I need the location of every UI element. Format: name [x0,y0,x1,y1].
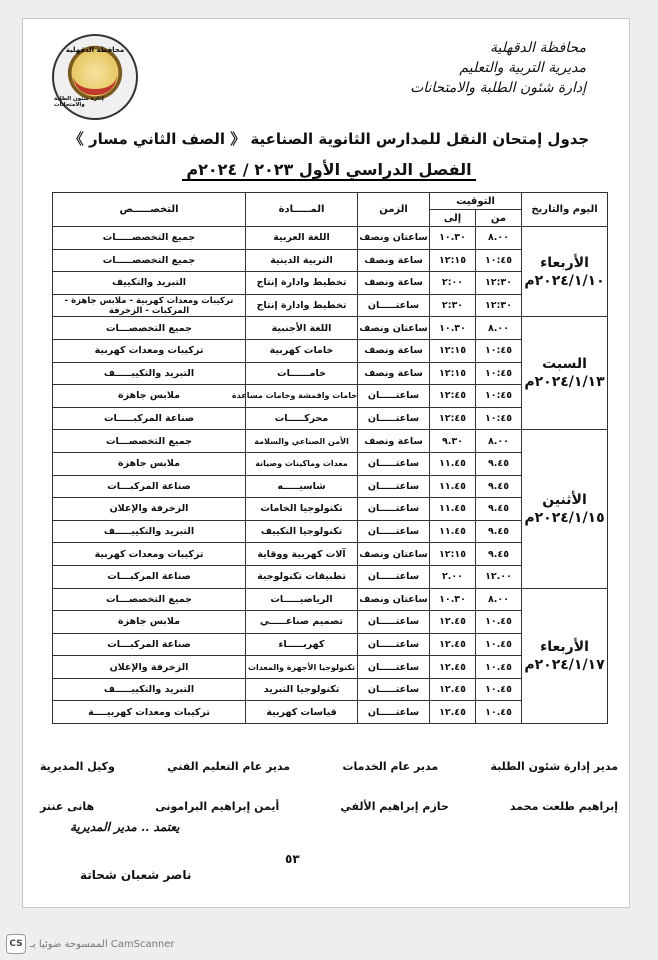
time-from-cell: ٨.٠٠ [476,588,522,611]
org-line: مديرية التربية والتعليم [459,60,586,76]
time-to-cell: ١٢:٤٥ [430,385,476,408]
signature-name: هانى عنتر [40,800,95,813]
specialty-cell: ملابس جاهزة [53,452,246,475]
table-row [53,430,608,453]
specialty-cell: الزخرفة والإعلان [53,656,246,679]
duration-cell: ساعة ونصف [358,272,430,295]
signature-title: وكيل المديرية [40,760,115,773]
table-row [53,588,608,611]
time-from-cell: ١٢:٣٠ [476,272,522,295]
day-date-cell [522,317,608,430]
time-from-cell: ١٠:٤٥ [476,407,522,430]
duration-cell: ساعتـــــان [358,452,430,475]
camscanner-caption: الممسوحة ضوئيا بـ CamScanner [30,938,175,950]
day-date: ٢٠٢٤/١/١٣م [524,374,605,391]
camscanner-watermark [6,934,175,954]
header-to: إلى [430,210,476,227]
page-number: ٥٣ [285,852,300,866]
time-from-cell: ١٠.٤٥ [476,701,522,724]
subject-cell: خامــــــات [246,362,358,385]
subtitle-text: الفصل الدراسي الأول ٢٠٢٣ / ٢٠٢٤م [182,160,475,181]
specialty-cell: الزخرفة والإعلان [53,498,246,521]
organization-header [366,38,586,98]
subject-cell: تكنولوجيا الخامات [246,498,358,521]
time-from-cell: ٨.٠٠ [476,317,522,340]
subject-cell: اللغة العربية [246,227,358,250]
time-from-cell: ٩.٤٥ [476,498,522,521]
subject-cell: آلات كهربية ووقاية [246,543,358,566]
duration-cell: ساعتـــــان [358,520,430,543]
time-to-cell: ١٢.٤٥ [430,611,476,634]
time-to-cell: ١٢.٤٥ [430,656,476,679]
logo-emblem-icon [73,59,117,95]
org-line: إدارة شئون الطلبة والامتحانات [410,80,586,96]
day-date: ٢٠٢٤/١/١٧م [524,656,605,673]
time-from-cell: ٩.٤٥ [476,475,522,498]
document-subtitle [180,160,478,179]
duration-cell: ساعة ونصف [358,339,430,362]
duration-cell: ساعتـــــان [358,385,430,408]
day-date-cell [522,588,608,724]
duration-cell: ساعتـــــان [358,611,430,634]
duration-cell: ساعتـــــان [358,475,430,498]
signature-title: مدير إدارة شئون الطلبة [490,760,618,773]
time-from-cell: ١٠.٤٥ [476,633,522,656]
time-to-cell: ١٠.٣٠ [430,588,476,611]
specialty-cell: صناعة المركبـــات [53,475,246,498]
duration-cell: ساعة ونصف [358,362,430,385]
subject-cell: الأمن الصناعي والسلامة [246,430,358,453]
time-to-cell: ١٢:١٥ [430,339,476,362]
specialty-cell: جميع التخصصـــات [53,430,246,453]
duration-cell: ساعتـــــان [358,633,430,656]
duration-cell: ساعتان ونصف [358,317,430,340]
signature-title: مدير عام التعليم الفني [167,760,291,773]
specialty-cell: صناعة المركبـــات [53,565,246,588]
signature-name: أيمن إبراهيم البرامونى [155,800,280,813]
header-timing: التوقيت [430,193,522,210]
subject-cell: كهربـــــاء [246,633,358,656]
duration-cell: ساعتـــــان [358,498,430,521]
time-from-cell: ١٠:٤٥ [476,385,522,408]
subject-cell: خامات واقمشة وخامات مساعدة [246,385,358,408]
header-subject: المـــــادة [246,193,358,227]
subject-cell: شاسيـــــه [246,475,358,498]
subject-cell: قياسات كهربية [246,701,358,724]
subject-cell: الرياضيـــــات [246,588,358,611]
time-from-cell: ١٢:٣٠ [476,294,522,317]
time-from-cell: ٩.٤٥ [476,520,522,543]
time-from-cell: ٨.٠٠ [476,227,522,250]
day-name: الأربعاء [540,254,589,271]
day-date: ٢٠٢٤/١/١٠م [524,272,605,289]
subject-cell: التربية الدينية [246,249,358,272]
duration-cell: ساعتـــــان [358,294,430,317]
time-to-cell: ١١.٤٥ [430,475,476,498]
time-from-cell: ٨.٠٠ [476,430,522,453]
specialty-cell: ملابس جاهزة [53,385,246,408]
camscanner-icon: CS [6,934,26,954]
time-from-cell: ١٠.٤٥ [476,611,522,634]
duration-cell: ساعتان ونصف [358,588,430,611]
signature-name: حازم إبراهيم الألفي [340,800,449,813]
exam-schedule-table [52,192,608,724]
time-to-cell: ١١.٤٥ [430,452,476,475]
time-to-cell: ١٢:١٥ [430,249,476,272]
specialty-cell: جميع التخصصـــــات [53,249,246,272]
duration-cell: ساعتـــــان [358,407,430,430]
table-row [53,227,608,250]
time-to-cell: ١٠.٣٠ [430,317,476,340]
signature-title: مدير عام الخدمات [342,760,439,773]
time-to-cell: ١٢:٤٥ [430,407,476,430]
approval-line: يعتمد .. مدير المديرية [70,820,180,834]
specialty-cell: صناعة المركبـــات [53,633,246,656]
time-to-cell: ١١.٤٥ [430,520,476,543]
time-from-cell: ١٢.٠٠ [476,565,522,588]
time-from-cell: ٩.٤٥ [476,543,522,566]
signature-names [40,800,618,813]
director-name: ناصر شعبان شحاتة [80,868,192,882]
directorate-logo [52,34,138,120]
duration-cell: ساعتـــــان [358,701,430,724]
day-date: ٢٠٢٤/١/١٥م [524,509,605,526]
time-to-cell: ١٠.٣٠ [430,227,476,250]
subject-cell: تكنولوجيا التبريد [246,678,358,701]
time-to-cell: ١٢:١٥ [430,543,476,566]
specialty-cell: صناعة المركبـــــات [53,407,246,430]
specialty-cell: تركيبات ومعدات كهربية [53,543,246,566]
duration-cell: ساعتان ونصف [358,227,430,250]
time-from-cell: ١٠:٤٥ [476,362,522,385]
duration-cell: ساعة ونصف [358,430,430,453]
subject-cell: تخطيط وادارة إنتاج [246,294,358,317]
day-name: الأثنين [542,491,587,508]
logo-text-top: محافظة الدقهلية [65,46,125,54]
day-date-cell [522,430,608,588]
header-from: من [476,210,522,227]
duration-cell: ساعة ونصف [358,249,430,272]
logo-text-bottom: إدارة شئون الطلبة والامتحانات [54,96,104,108]
subject-cell: خامات كهربية [246,339,358,362]
specialty-cell: جميع التخصصـــات [53,317,246,340]
specialty-cell: جميع التخصصـــات [53,588,246,611]
specialty-cell: التبريد والتكييـــــف [53,362,246,385]
org-line: محافظة الدقهلية [490,40,586,56]
specialty-cell: جميع التخصصـــــات [53,227,246,250]
table-header-row [53,193,608,210]
duration-cell: ساعتـــــان [358,678,430,701]
day-name: الأربعاء [540,638,589,655]
specialty-cell: التبريد والتكييف [53,272,246,295]
time-from-cell: ١٠.٤٥ [476,678,522,701]
specialty-cell: تركيبات ومعدات كهربية [53,339,246,362]
specialty-cell: تركيبات ومعدات كهربيــــة [53,701,246,724]
time-to-cell: ١٢:١٥ [430,362,476,385]
time-to-cell: ٩.٣٠ [430,430,476,453]
time-from-cell: ١٠:٤٥ [476,249,522,272]
specialty-cell: ملابس جاهزة [53,611,246,634]
time-from-cell: ٩.٤٥ [476,452,522,475]
duration-cell: ساعتـــــان [358,565,430,588]
document-title: جدول إمتحان النقل للمدارس الثانوية الصناعية 《 الصف الثاني مسار 》 [68,130,590,148]
day-name: السبت [542,356,587,373]
day-date-cell [522,227,608,317]
header-day: اليوم والتاريخ [522,193,608,227]
header-duration: الزمن [358,193,430,227]
subject-cell: تخطيط وادارة إنتاج [246,272,358,295]
time-to-cell: ١١.٤٥ [430,498,476,521]
time-to-cell: ١٢.٤٥ [430,633,476,656]
subject-cell: تطبيقات تكنولوجية [246,565,358,588]
time-to-cell: ٢:٠٠ [430,272,476,295]
time-from-cell: ١٠:٤٥ [476,339,522,362]
time-to-cell: ٢:٣٠ [430,294,476,317]
signature-titles [40,760,618,773]
header-specialty: التخصـــــص [53,193,246,227]
subject-cell: اللغة الأجنبية [246,317,358,340]
subject-cell: تصميم صناعـــــي [246,611,358,634]
signature-name: إبراهيم طلعت محمد [509,800,618,813]
subject-cell: تكنولوجيا الأجهزة والمعدات [246,656,358,679]
subject-cell: محركـــــات [246,407,358,430]
specialty-cell: التبريد والتكييـــــف [53,678,246,701]
duration-cell: ساعتان ونصف [358,543,430,566]
duration-cell: ساعتـــــان [358,656,430,679]
time-to-cell: ١٢.٤٥ [430,701,476,724]
table-row [53,317,608,340]
subject-cell: تكنولوجيا التكييف [246,520,358,543]
time-to-cell: ١٢.٤٥ [430,678,476,701]
specialty-cell: التبريد والتكييـــــف [53,520,246,543]
subject-cell: معدات وماكينات وصيانة [246,452,358,475]
time-to-cell: ٢.٠٠ [430,565,476,588]
time-from-cell: ١٠.٤٥ [476,656,522,679]
specialty-cell: تركيبات ومعدات كهربية - ملابس جاهزة - المركبات - الزخرفة [53,294,246,317]
